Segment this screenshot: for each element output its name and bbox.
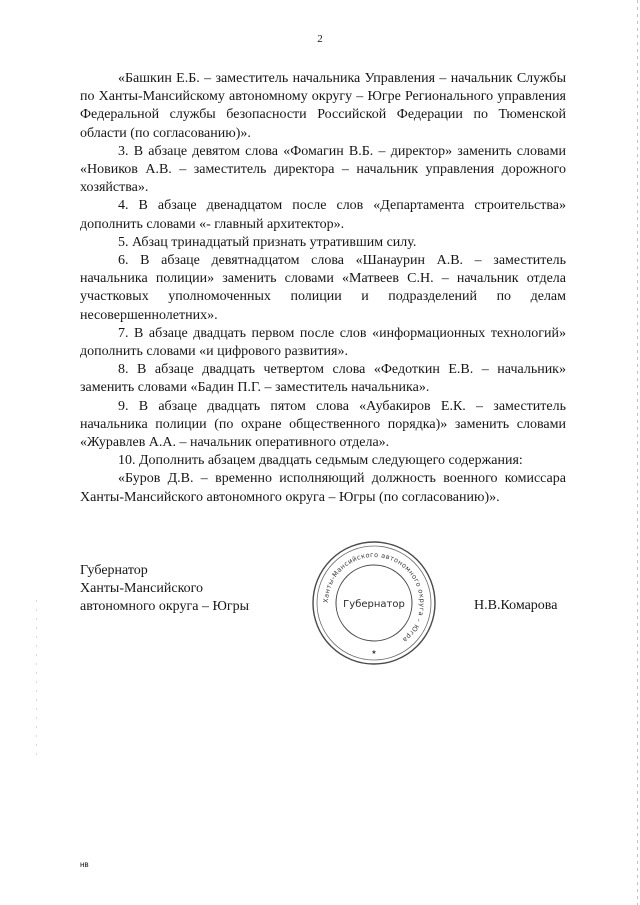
page-number: 2	[317, 33, 323, 45]
paragraph-bashkin: «Башкин Е.Б. – заместитель начальника Управления – начальник Службы по Ханты-Мансийскому автономному округу – Югре Регионального управления Федеральной службы безопасности Российской Федерации по Тюменской области (по согласованию)».	[80, 71, 566, 141]
scan-edge-artifact	[637, 0, 638, 905]
paragraph-3: 3. В абзаце девятом слова «Фомагин В.Б. – директор» заменить словами «Новиков А.В. – заместитель директора – начальник управления дорожного хозяйства».	[80, 143, 566, 196]
paragraph-9: 9. В абзаце двадцать пятом слова «Аубакиров Е.К. – заместитель начальника полиции (по охране общественного порядка)» заменить словами «Журавлев А.А. – начальник оперативного отдела».	[80, 398, 566, 451]
seal-star-icon: ★	[371, 649, 377, 656]
seal-center-text: Губернатор	[343, 599, 405, 610]
paragraph-10: 10. Дополнить абзацем двадцать седьмым следующего содержания:	[118, 453, 523, 469]
signature-title-line: автономного округа – Югры	[80, 599, 249, 614]
seal-ring-text: Ханты-Мансийского автономного округа – Югра	[321, 550, 427, 645]
signature-title-block	[80, 562, 249, 616]
footer-code: нв	[80, 860, 89, 869]
paragraph-burov: «Буров Д.В. – временно исполняющий должность военного комиссара Ханты-Мансийского автономного округа – Югры (по согласованию)».	[80, 471, 566, 505]
paragraph-5: 5. Абзац тринадцатый признать утратившим силу.	[118, 234, 417, 250]
signature-title-line: Ханты-Мансийского	[80, 581, 204, 596]
official-seal	[310, 539, 438, 667]
signer-name: Н.В.Комарова	[474, 598, 558, 613]
document-body	[80, 70, 566, 507]
signature-title-line: Губернатор	[80, 563, 148, 578]
paragraph-4: 4. В абзаце двенадцатом после слов «Департамента строительства» дополнить словами «- главный архитектор».	[80, 198, 566, 232]
scan-margin-artifact	[36, 600, 37, 760]
paragraph-7: 7. В абзаце двадцать первом после слов «информационных технологий» дополнить словами «и цифрового развития».	[80, 325, 566, 360]
paragraph-6: 6. В абзаце девятнадцатом слова «Шанаурин А.В. – заместитель начальника полиции» заменить словами «Матвеев С.Н. – начальник отдела участковых уполномоченных полиции и подразделений по делам несовершеннолетних».	[80, 253, 566, 323]
paragraph-8: 8. В абзаце двадцать четвертом слова «Федоткин Е.В. – начальник» заменить словами «Бадин П.Г. – заместитель начальника».	[80, 362, 566, 396]
